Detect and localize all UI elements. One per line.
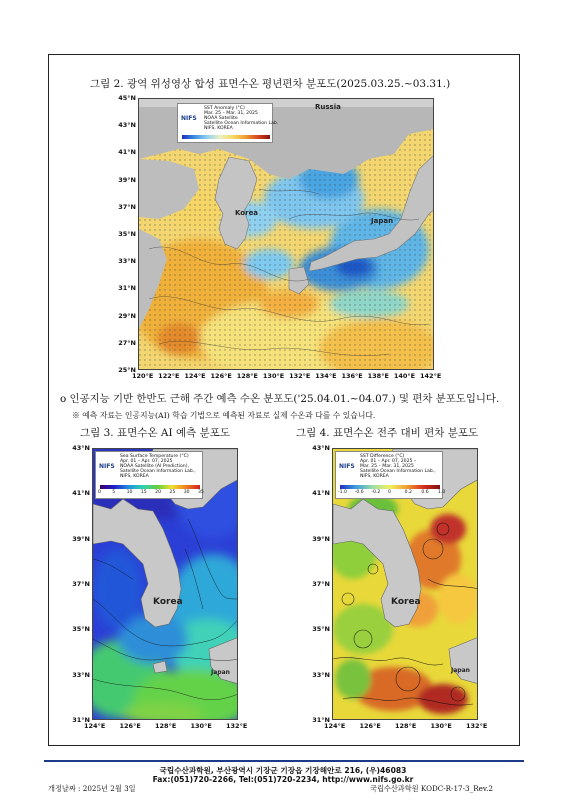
lat-tick: 43°N — [72, 444, 90, 452]
footer-contact: Fax:(051)720-2266, Tel:(051)720-2234, http://www.nifs.go.kr — [152, 775, 414, 784]
lat-tick: 37°N — [72, 580, 90, 588]
fig4-colorbar — [340, 485, 440, 489]
lon-tick: 128°E — [155, 722, 177, 730]
legend-line: Mar. 25 – Mar. 31, 2025 — [360, 464, 414, 469]
nifs-logo: NIFS — [339, 463, 355, 470]
lat-tick: 33°N — [72, 670, 90, 679]
lon-tick: 134°E — [315, 372, 337, 380]
scale-label: 0 — [98, 490, 101, 495]
lat-tick: 35°N — [72, 625, 90, 634]
scale-label: 15 — [140, 490, 147, 495]
lat-tick: 45°N — [118, 94, 136, 102]
lat-tick: 31°N — [72, 716, 90, 724]
scale-label: -1.0 — [338, 490, 347, 495]
lon-tick: 122°E — [158, 372, 180, 380]
fig4-japan-label: Japan — [451, 667, 470, 674]
lat-tick: 35°N — [312, 625, 330, 634]
russia-label: Russia — [315, 103, 341, 111]
lon-tick: 138°E — [367, 372, 389, 380]
scale-label: 0 — [388, 490, 391, 495]
korea-label: Korea — [235, 209, 259, 217]
japan-label: Japan — [371, 217, 394, 225]
fig4-map — [332, 448, 478, 720]
lat-tick: 43°N — [118, 121, 136, 130]
lat-tick: 25°N — [118, 366, 136, 374]
footer-address: 국립수산과학원, 부산광역시 기장군 기장읍 기장해안로 216, (우)46083 — [159, 766, 407, 775]
nifs-logo: NIFS — [181, 115, 197, 122]
lon-tick: 130°E — [430, 722, 452, 730]
lon-tick: 120°E — [132, 372, 154, 380]
fig3-legend — [95, 451, 203, 499]
scale-label: -0.6 — [354, 490, 364, 495]
scale-label: 5 — [112, 490, 116, 495]
bullet-note: ※ 예측 자료는 인공지능(AI) 학습 기법으로 예측된 자료로 실제 수온과 다를 수 있습니다. — [72, 411, 376, 420]
lat-tick: 35°N — [118, 230, 136, 238]
fig4-korea-label: Korea — [391, 597, 421, 607]
lon-tick: 130°E — [190, 722, 212, 730]
lat-tick: 33°N — [118, 257, 136, 266]
revision-date: 개정날짜 : 2025년 2월 3일 — [48, 784, 136, 793]
scale-label: 0.6 — [421, 490, 429, 495]
scale-label: 10 — [126, 490, 133, 495]
fig3-map — [92, 448, 238, 720]
lon-tick: 136°E — [341, 372, 363, 380]
lon-tick: 126°E — [119, 722, 141, 730]
lat-tick: 39°N — [312, 534, 330, 543]
fig3-japan-label: Japan — [211, 669, 230, 676]
scale-label: 1.0 — [438, 490, 446, 495]
legend-line: Apr. 01 – Apr. 07, 2025 — [120, 459, 173, 464]
lon-tick: 124°E — [184, 372, 206, 380]
lon-tick: 124°E — [84, 722, 106, 730]
lat-tick: 31°N — [118, 284, 136, 293]
legend-line: Satellite Ocean Information Lab., — [360, 469, 436, 474]
lat-tick: 31°N — [312, 716, 330, 724]
fig2-legend — [177, 103, 279, 143]
bullet-text: o 인공지능 기반 한반도 근해 주간 예측 수온 분포도('25.04.01.~04.07.) 및 편차 분포도입니다. — [60, 393, 500, 405]
lat-tick: 37°N — [312, 580, 330, 588]
fig4-legend — [335, 451, 446, 499]
lon-tick: 142°E — [420, 372, 442, 380]
lat-tick: 41°N — [72, 489, 90, 498]
lon-tick: 126°E — [359, 722, 381, 730]
lon-tick: 132°E — [466, 722, 488, 730]
legend-line: NIFS, KOREA — [360, 474, 389, 479]
legend-line: Satellite Ocean Information Lab. — [204, 121, 279, 126]
scale-label: 20 — [155, 490, 161, 495]
legend-line: NIFS, KOREA — [120, 474, 149, 479]
legend-line: NIFS, KOREA — [204, 126, 233, 131]
lon-tick: 140°E — [393, 372, 416, 380]
scale-label: 0.2 — [404, 490, 412, 495]
scale-label: 25 — [169, 490, 176, 495]
lon-tick: 128°E — [395, 722, 417, 730]
scale-label: 30 — [183, 490, 190, 495]
lon-tick: 124°E — [324, 722, 346, 730]
legend-line: Sea Surface Temperature (°C) — [120, 454, 189, 459]
lat-tick: 41°N — [312, 489, 330, 498]
lat-tick: 29°N — [118, 311, 136, 320]
lat-tick: 27°N — [118, 338, 136, 347]
fig3-korea-label: Korea — [153, 597, 183, 607]
lon-tick: 130°E — [262, 372, 285, 380]
legend-line: SST Anomaly (°C) — [204, 106, 245, 111]
footer-divider — [44, 760, 524, 762]
lat-tick: 39°N — [118, 175, 136, 184]
legend-line: NOAA Satellite (AI Prediction), — [120, 464, 189, 469]
legend-line: Apr. 01 – Apr. 07, 2025 – — [360, 459, 417, 464]
fig3-colorbar — [100, 485, 200, 489]
lon-tick: 132°E — [289, 372, 311, 380]
fig2-colorbar — [182, 135, 270, 139]
lon-tick: 126°E — [210, 372, 232, 380]
lat-tick: 43°N — [312, 444, 330, 452]
lat-tick: 33°N — [312, 670, 330, 679]
fig2-caption: 그림 2. 광역 위성영상 합성 표면수온 평년편차 분포도(2025.03.25.~03.31.) — [90, 78, 451, 90]
fig4-caption: 그림 4. 표면수온 전주 대비 편차 분포도 — [296, 427, 479, 439]
lat-tick: 37°N — [118, 202, 136, 211]
fig3-caption: 그림 3. 표면수온 AI 예측 분포도 — [80, 427, 231, 439]
legend-line: NOAA Satellite — [204, 116, 238, 121]
document-code: 국립수산과학원 KODC-R-17-3_Rev.2 — [370, 784, 493, 793]
lat-tick: 41°N — [118, 148, 136, 157]
nifs-logo: NIFS — [99, 463, 115, 470]
scale-label: 35 — [198, 490, 204, 495]
legend-line: SST Difference (°C) — [360, 454, 405, 459]
lon-tick: 132°E — [226, 722, 248, 730]
fig2-map — [138, 98, 434, 370]
scale-label: -0.2 — [371, 490, 381, 495]
lat-tick: 39°N — [72, 534, 90, 543]
lon-tick: 128°E — [236, 372, 258, 380]
legend-line: Satellite Ocean Information Lab., — [120, 469, 196, 474]
legend-line: Mar. 25 – Mar. 31, 2025 — [204, 111, 258, 116]
